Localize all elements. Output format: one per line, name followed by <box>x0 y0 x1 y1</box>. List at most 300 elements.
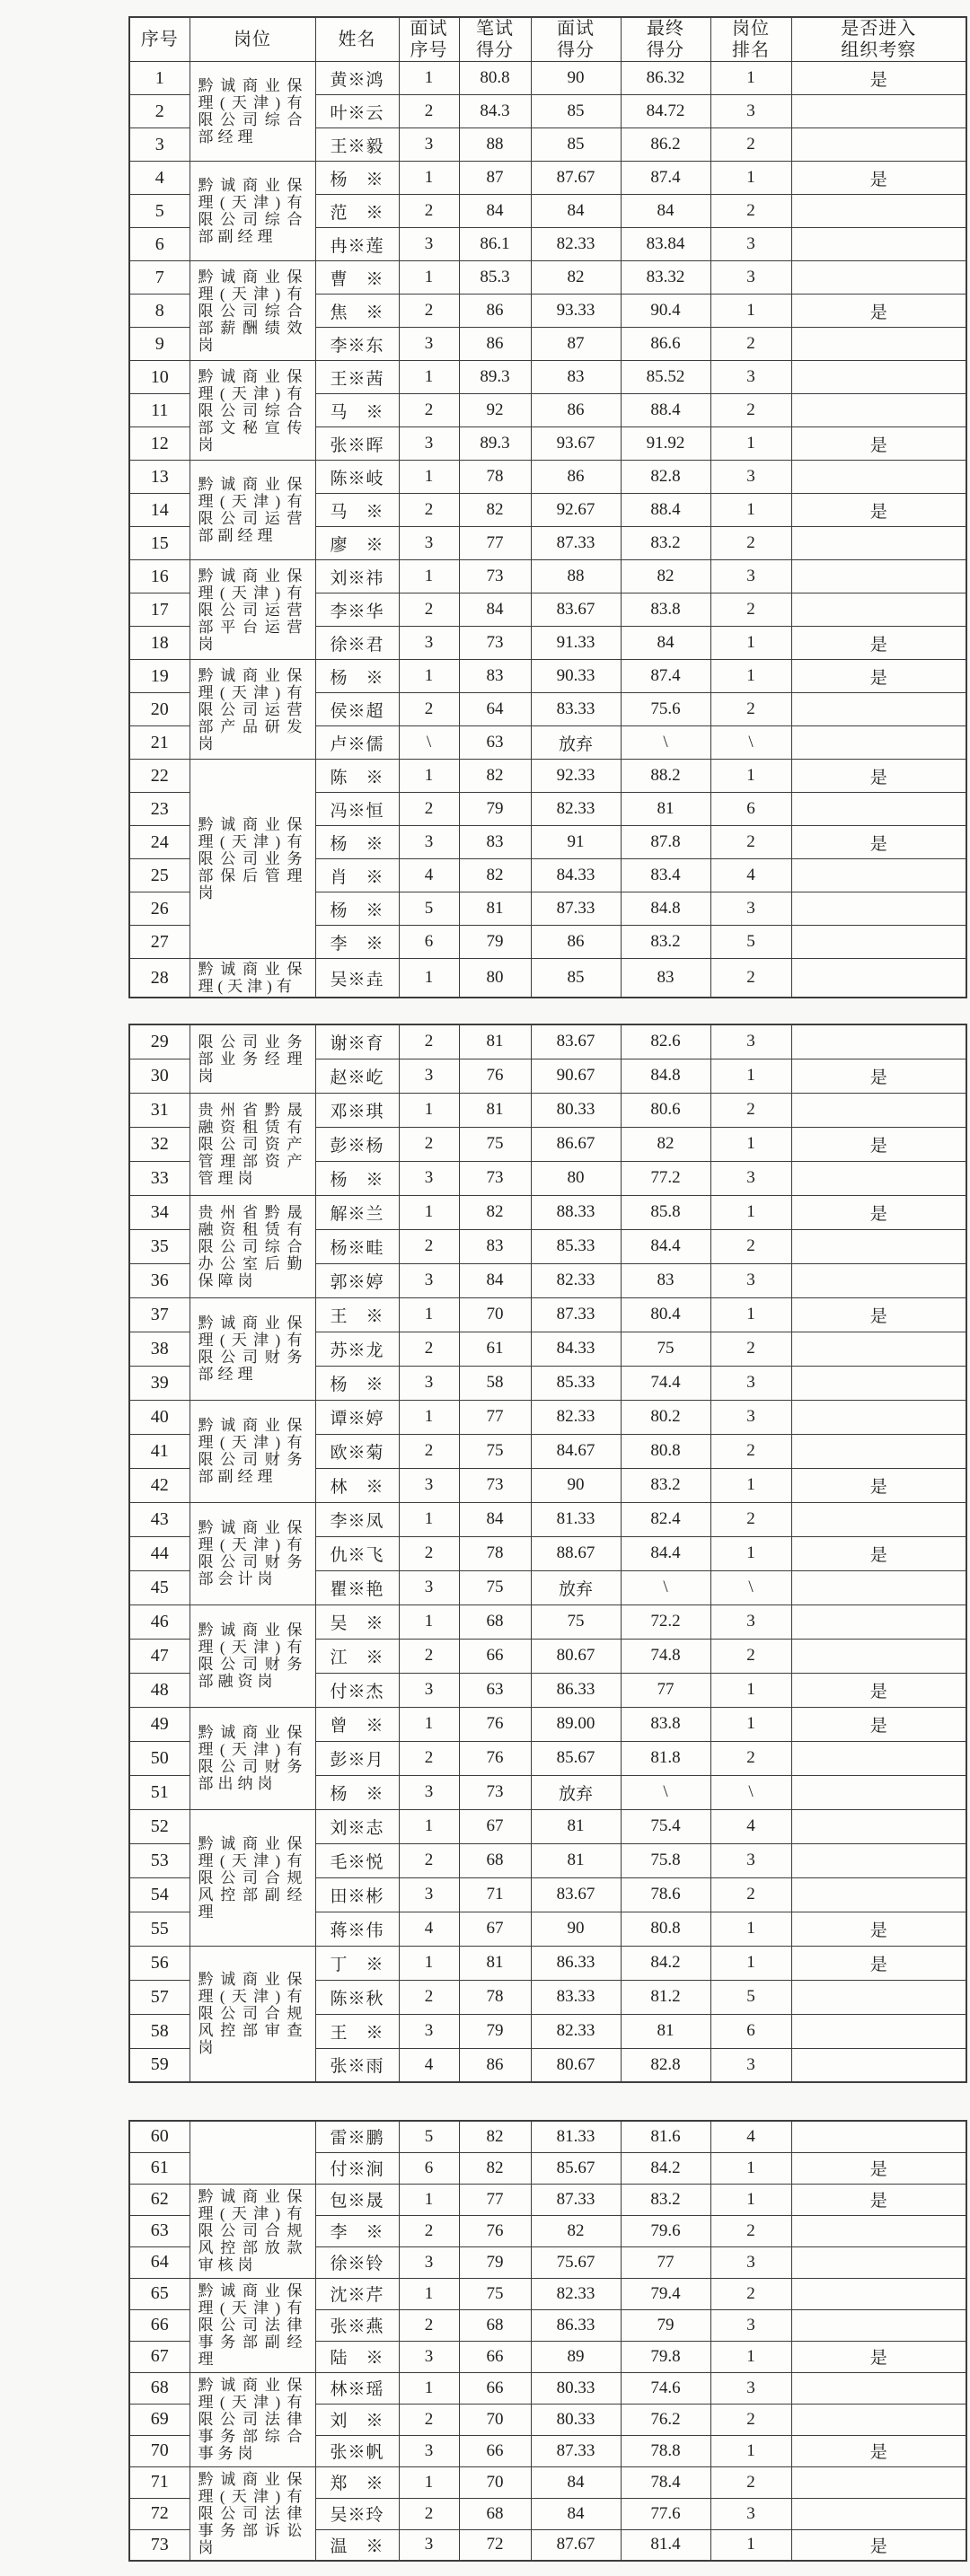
interview-seq-cell: 2 <box>399 494 459 527</box>
serial-number-cell: 13 <box>129 461 190 494</box>
rank-cell: 2 <box>710 527 791 560</box>
interview-score-cell: 90 <box>531 1912 621 1946</box>
inspection-cell <box>791 228 966 261</box>
rank-cell: 4 <box>710 2121 791 2152</box>
interview-seq-cell: 2 <box>399 1434 459 1468</box>
serial-number-cell: 66 <box>129 2309 190 2341</box>
written-score-cell: 87 <box>459 162 531 195</box>
name-cell: 蒋※伟 <box>315 1912 399 1946</box>
serial-number-cell: 26 <box>129 892 190 926</box>
serial-number-cell: 41 <box>129 1434 190 1468</box>
name-cell: 彭※月 <box>315 1741 399 1775</box>
interview-seq-cell: 1 <box>399 2372 459 2404</box>
interview-score-cell: 91 <box>531 826 621 859</box>
interview-score-cell: 89.00 <box>531 1707 621 1741</box>
name-cell: 曾 ※ <box>315 1707 399 1741</box>
written-score-cell: 66 <box>459 1639 531 1673</box>
position-cell: 黔诚商业保理(天津)有限公司财务部副经理 <box>190 1400 315 1502</box>
final-score-cell: 91.92 <box>621 427 710 461</box>
interview-seq-cell: 2 <box>399 593 459 627</box>
final-score-cell: 74.8 <box>621 1639 710 1673</box>
position-cell: 黔诚商业保理(天津)有限公司财务部出纳岗 <box>190 1707 315 1809</box>
written-score-cell: 84 <box>459 1263 531 1297</box>
inspection-cell: 是 <box>791 1059 966 1093</box>
serial-number-cell: 14 <box>129 494 190 527</box>
interview-seq-cell: 2 <box>399 95 459 128</box>
name-cell: 杨 ※ <box>315 1366 399 1400</box>
serial-number-cell: 51 <box>129 1775 190 1809</box>
table-row <box>129 2121 966 2152</box>
serial-number-cell: 62 <box>129 2184 190 2215</box>
written-score-cell: 68 <box>459 2498 531 2529</box>
name-cell: 吴※玲 <box>315 2498 399 2529</box>
inspection-cell <box>791 693 966 726</box>
inspection-cell: 是 <box>791 1946 966 1980</box>
interview-score-cell: 80.67 <box>531 2048 621 2082</box>
interview-score-cell: 83.67 <box>531 593 621 627</box>
serial-number-cell: 17 <box>129 593 190 627</box>
final-score-cell: 75.6 <box>621 693 710 726</box>
serial-number-cell: 69 <box>129 2404 190 2435</box>
interview-seq-cell: 3 <box>399 1673 459 1707</box>
interview-seq-cell: 4 <box>399 1912 459 1946</box>
interview-score-cell: 91.33 <box>531 627 621 660</box>
serial-number-cell: 12 <box>129 427 190 461</box>
interview-seq-cell: 1 <box>399 959 459 998</box>
rank-cell: 1 <box>710 295 791 328</box>
interview-score-cell: 81.33 <box>531 1502 621 1536</box>
interview-score-cell: 82.33 <box>531 2278 621 2309</box>
interview-seq-cell: 1 <box>399 2278 459 2309</box>
serial-number-cell: 40 <box>129 1400 190 1434</box>
interview-seq-cell: 1 <box>399 1297 459 1332</box>
rank-cell: 3 <box>710 228 791 261</box>
final-score-cell: 81.6 <box>621 2121 710 2152</box>
interview-score-cell: 87.33 <box>531 1297 621 1332</box>
inspection-cell <box>791 1843 966 1877</box>
written-score-cell: 73 <box>459 1468 531 1502</box>
serial-number-cell: 57 <box>129 1980 190 2014</box>
interview-score-cell: 84 <box>531 2498 621 2529</box>
interview-score-cell: 86.33 <box>531 2309 621 2341</box>
name-cell: 杨 ※ <box>315 162 399 195</box>
final-score-cell: 84.2 <box>621 2152 710 2184</box>
name-cell: 彭※杨 <box>315 1127 399 1161</box>
column-header: 面试 序号 <box>399 17 459 62</box>
inspection-cell: 是 <box>791 1912 966 1946</box>
header-row <box>129 17 966 62</box>
final-score-cell: 85.52 <box>621 361 710 394</box>
inspection-cell <box>791 2121 966 2152</box>
serial-number-cell: 61 <box>129 2152 190 2184</box>
interview-score-cell: 80.33 <box>531 1093 621 1127</box>
interview-score-cell: 84 <box>531 195 621 228</box>
final-score-cell: 79 <box>621 2309 710 2341</box>
serial-number-cell: 2 <box>129 95 190 128</box>
interview-seq-cell: 2 <box>399 394 459 427</box>
inspection-cell <box>791 1229 966 1263</box>
rank-cell: 3 <box>710 461 791 494</box>
written-score-cell: 89.3 <box>459 427 531 461</box>
interview-seq-cell: 3 <box>399 2435 459 2466</box>
rank-cell: 1 <box>710 2184 791 2215</box>
final-score-cell: 82.6 <box>621 1024 710 1059</box>
table-row <box>129 1605 966 1639</box>
written-score-cell: 86.1 <box>459 228 531 261</box>
name-cell: 林※瑶 <box>315 2372 399 2404</box>
interview-seq-cell: 1 <box>399 62 459 95</box>
position-cell: 贵州省黔晟融资租赁有限公司资产管理部资产管理岗 <box>190 1093 315 1195</box>
rank-cell: 3 <box>710 361 791 394</box>
serial-number-cell: 53 <box>129 1843 190 1877</box>
interview-seq-cell: 2 <box>399 1127 459 1161</box>
inspection-cell <box>791 2048 966 2082</box>
name-cell: 肖 ※ <box>315 859 399 892</box>
interview-score-cell: 82.33 <box>531 228 621 261</box>
inspection-cell <box>791 2246 966 2278</box>
name-cell: 冉※莲 <box>315 228 399 261</box>
serial-number-cell: 54 <box>129 1877 190 1912</box>
serial-number-cell: 45 <box>129 1570 190 1605</box>
serial-number-cell: 18 <box>129 627 190 660</box>
interview-seq-cell: 2 <box>399 793 459 826</box>
serial-number-cell: 1 <box>129 62 190 95</box>
final-score-cell: 88.4 <box>621 494 710 527</box>
final-score-cell: \ <box>621 1775 710 1809</box>
name-cell: 李※华 <box>315 593 399 627</box>
interview-seq-cell: 1 <box>399 1946 459 1980</box>
name-cell: 徐※铃 <box>315 2246 399 2278</box>
name-cell: 付※涧 <box>315 2152 399 2184</box>
serial-number-cell: 71 <box>129 2466 190 2498</box>
name-cell: 包※晟 <box>315 2184 399 2215</box>
rank-cell: 2 <box>710 128 791 162</box>
inspection-cell: 是 <box>791 627 966 660</box>
column-header: 岗位 排名 <box>710 17 791 62</box>
interview-seq-cell: 3 <box>399 1775 459 1809</box>
inspection-cell <box>791 461 966 494</box>
position-cell: 贵州省黔晟融资租赁有限公司综合办公室后勤保障岗 <box>190 1195 315 1297</box>
inspection-cell: 是 <box>791 2529 966 2561</box>
interview-score-cell: 83.67 <box>531 1024 621 1059</box>
table-row <box>129 1707 966 1741</box>
written-score-cell: 77 <box>459 1400 531 1434</box>
final-score-cell: 88.4 <box>621 394 710 427</box>
serial-number-cell: 21 <box>129 726 190 760</box>
serial-number-cell: 65 <box>129 2278 190 2309</box>
interview-seq-cell: 2 <box>399 295 459 328</box>
interview-seq-cell: 1 <box>399 1195 459 1229</box>
final-score-cell: 80.2 <box>621 1400 710 1434</box>
interview-score-cell: 85.33 <box>531 1229 621 1263</box>
written-score-cell: 75 <box>459 1570 531 1605</box>
final-score-cell: 83.2 <box>621 2184 710 2215</box>
serial-number-cell: 29 <box>129 1024 190 1059</box>
rank-cell: 1 <box>710 427 791 461</box>
final-score-cell: 81.8 <box>621 1741 710 1775</box>
inspection-cell: 是 <box>791 62 966 95</box>
interview-seq-cell: 4 <box>399 2048 459 2082</box>
rank-cell: 2 <box>710 1332 791 1366</box>
interview-score-cell: 83.67 <box>531 1877 621 1912</box>
position-cell: 黔诚商业保理(天津)有限公司运营部平台运营岗 <box>190 560 315 660</box>
final-score-cell: 83.2 <box>621 527 710 560</box>
name-cell: 苏※龙 <box>315 1332 399 1366</box>
final-score-cell: 84.4 <box>621 1536 710 1570</box>
rank-cell: 1 <box>710 1127 791 1161</box>
results-table-block-2 <box>128 1024 967 2083</box>
position-cell: 黔诚商业保理(天津)有限公司法律事务部诉讼岗 <box>190 2466 315 2561</box>
name-cell: 马 ※ <box>315 394 399 427</box>
rank-cell: 2 <box>710 2404 791 2435</box>
written-score-cell: 80.8 <box>459 62 531 95</box>
inspection-cell <box>791 2014 966 2048</box>
final-score-cell: 82 <box>621 560 710 593</box>
final-score-cell: 84.4 <box>621 1229 710 1263</box>
position-cell <box>190 2121 315 2184</box>
name-cell: 杨 ※ <box>315 1161 399 1195</box>
rank-cell: 3 <box>710 95 791 128</box>
name-cell: 焦 ※ <box>315 295 399 328</box>
inspection-cell <box>791 261 966 295</box>
interview-seq-cell: 1 <box>399 760 459 793</box>
final-score-cell: 79.4 <box>621 2278 710 2309</box>
written-score-cell: 61 <box>459 1332 531 1366</box>
inspection-cell: 是 <box>791 295 966 328</box>
final-score-cell: 81 <box>621 793 710 826</box>
written-score-cell: 82 <box>459 1195 531 1229</box>
rank-cell: 1 <box>710 2435 791 2466</box>
interview-score-cell: 87.33 <box>531 527 621 560</box>
table-row <box>129 162 966 195</box>
interview-score-cell: 放弃 <box>531 1775 621 1809</box>
name-cell: 叶※云 <box>315 95 399 128</box>
name-cell: 谢※育 <box>315 1024 399 1059</box>
serial-number-cell: 7 <box>129 261 190 295</box>
rank-cell: 1 <box>710 1195 791 1229</box>
inspection-cell <box>791 1161 966 1195</box>
final-score-cell: 79.8 <box>621 2341 710 2372</box>
interview-score-cell: 87.33 <box>531 2184 621 2215</box>
name-cell: 曹 ※ <box>315 261 399 295</box>
final-score-cell: 72.2 <box>621 1605 710 1639</box>
written-score-cell: 76 <box>459 1741 531 1775</box>
table-row <box>129 959 966 998</box>
interview-seq-cell: 1 <box>399 2466 459 2498</box>
written-score-cell: 64 <box>459 693 531 726</box>
interview-seq-cell: 1 <box>399 1400 459 1434</box>
inspection-cell <box>791 1434 966 1468</box>
rank-cell: 1 <box>710 1946 791 1980</box>
serial-number-cell: 19 <box>129 660 190 693</box>
inspection-cell <box>791 1570 966 1605</box>
interview-seq-cell: 6 <box>399 2152 459 2184</box>
final-score-cell: 74.4 <box>621 1366 710 1400</box>
name-cell: 王 ※ <box>315 1297 399 1332</box>
name-cell: 陈※秋 <box>315 1980 399 2014</box>
final-score-cell: 78.8 <box>621 2435 710 2466</box>
position-cell: 黔诚商业保理(天津)有限公司合规风控部副经理 <box>190 1809 315 1946</box>
interview-score-cell: 84.33 <box>531 1332 621 1366</box>
table-row <box>129 1195 966 1229</box>
inspection-cell: 是 <box>791 826 966 859</box>
final-score-cell: 83.8 <box>621 1707 710 1741</box>
position-cell: 黔诚商业保理(天津)有限公司综合部经理 <box>190 62 315 162</box>
interview-score-cell: 放弃 <box>531 726 621 760</box>
interview-score-cell: 85 <box>531 95 621 128</box>
written-score-cell: 75 <box>459 1127 531 1161</box>
name-cell: 瞿※艳 <box>315 1570 399 1605</box>
final-score-cell: 80.8 <box>621 1912 710 1946</box>
interview-seq-cell: 2 <box>399 2215 459 2246</box>
inspection-cell <box>791 2498 966 2529</box>
rank-cell: 3 <box>710 2372 791 2404</box>
interview-seq-cell: 2 <box>399 195 459 228</box>
written-score-cell: 77 <box>459 527 531 560</box>
position-cell: 黔诚商业保理(天津)有限公司业务部保后管理岗 <box>190 760 315 959</box>
name-cell: 杨※畦 <box>315 1229 399 1263</box>
serial-number-cell: 31 <box>129 1093 190 1127</box>
serial-number-cell: 68 <box>129 2372 190 2404</box>
serial-number-cell: 67 <box>129 2341 190 2372</box>
serial-number-cell: 73 <box>129 2529 190 2561</box>
position-cell: 黔诚商业保理(天津)有限公司财务部经理 <box>190 1297 315 1400</box>
written-score-cell: 81 <box>459 892 531 926</box>
rank-cell: 1 <box>710 1059 791 1093</box>
inspection-cell: 是 <box>791 2341 966 2372</box>
inspection-cell <box>791 959 966 998</box>
final-score-cell: 81.4 <box>621 2529 710 2561</box>
interview-score-cell: 87.33 <box>531 892 621 926</box>
final-score-cell: 80.6 <box>621 1093 710 1127</box>
name-cell: 王 ※ <box>315 2014 399 2048</box>
inspection-cell: 是 <box>791 162 966 195</box>
serial-number-cell: 34 <box>129 1195 190 1229</box>
final-score-cell: 84.8 <box>621 1059 710 1093</box>
final-score-cell: 86.2 <box>621 128 710 162</box>
interview-seq-cell: 2 <box>399 1741 459 1775</box>
rank-cell: 6 <box>710 2014 791 2048</box>
table-row <box>129 1093 966 1127</box>
inspection-cell <box>791 2372 966 2404</box>
serial-number-cell: 30 <box>129 1059 190 1093</box>
interview-seq-cell: 2 <box>399 1843 459 1877</box>
serial-number-cell: 58 <box>129 2014 190 2048</box>
rank-cell: 3 <box>710 2309 791 2341</box>
written-score-cell: 86 <box>459 2048 531 2082</box>
written-score-cell: 84 <box>459 1502 531 1536</box>
name-cell: 欧※菊 <box>315 1434 399 1468</box>
written-score-cell: 86 <box>459 295 531 328</box>
name-cell: 郑 ※ <box>315 2466 399 2498</box>
name-cell: 侯※超 <box>315 693 399 726</box>
inspection-cell <box>791 892 966 926</box>
final-score-cell: 83.2 <box>621 1468 710 1502</box>
interview-seq-cell: 1 <box>399 1605 459 1639</box>
serial-number-cell: 33 <box>129 1161 190 1195</box>
rank-cell: 5 <box>710 1980 791 2014</box>
interview-score-cell: 85.67 <box>531 2152 621 2184</box>
written-score-cell: 70 <box>459 1297 531 1332</box>
inspection-cell <box>791 1502 966 1536</box>
interview-score-cell: 80.33 <box>531 2404 621 2435</box>
interview-seq-cell: 1 <box>399 261 459 295</box>
inspection-cell: 是 <box>791 427 966 461</box>
inspection-cell: 是 <box>791 1195 966 1229</box>
interview-seq-cell: 2 <box>399 1639 459 1673</box>
written-score-cell: 73 <box>459 560 531 593</box>
table-row <box>129 1024 966 1059</box>
serial-number-cell: 60 <box>129 2121 190 2152</box>
inspection-cell <box>791 1400 966 1434</box>
name-cell: 范 ※ <box>315 195 399 228</box>
name-cell: 刘 ※ <box>315 2404 399 2435</box>
name-cell: 温 ※ <box>315 2529 399 2561</box>
interview-score-cell: 90.67 <box>531 1059 621 1093</box>
rank-cell: 3 <box>710 1024 791 1059</box>
table-row <box>129 1502 966 1536</box>
written-score-cell: 71 <box>459 1877 531 1912</box>
table-row <box>129 2278 966 2309</box>
name-cell: 林 ※ <box>315 1468 399 1502</box>
name-cell: 张※帆 <box>315 2435 399 2466</box>
rank-cell: 2 <box>710 1502 791 1536</box>
inspection-cell: 是 <box>791 2152 966 2184</box>
interview-seq-cell: 3 <box>399 627 459 660</box>
written-score-cell: 70 <box>459 2404 531 2435</box>
final-score-cell: 83.2 <box>621 926 710 959</box>
written-score-cell: 92 <box>459 394 531 427</box>
table-row <box>129 261 966 295</box>
serial-number-cell: 36 <box>129 1263 190 1297</box>
name-cell: 毛※悦 <box>315 1843 399 1877</box>
interview-score-cell: 86 <box>531 394 621 427</box>
final-score-cell: 77 <box>621 2246 710 2278</box>
interview-score-cell: 86.33 <box>531 1673 621 1707</box>
interview-score-cell: 82.33 <box>531 793 621 826</box>
name-cell: 张※燕 <box>315 2309 399 2341</box>
serial-number-cell: 56 <box>129 1946 190 1980</box>
rank-cell: 5 <box>710 926 791 959</box>
inspection-cell <box>791 2466 966 2498</box>
serial-number-cell: 49 <box>129 1707 190 1741</box>
interview-seq-cell: 1 <box>399 1707 459 1741</box>
rank-cell: 2 <box>710 593 791 627</box>
written-score-cell: 76 <box>459 2215 531 2246</box>
interview-score-cell: 90 <box>531 62 621 95</box>
interview-score-cell: 80 <box>531 1161 621 1195</box>
interview-seq-cell: 5 <box>399 892 459 926</box>
name-cell: 刘※祎 <box>315 560 399 593</box>
rank-cell: 3 <box>710 2498 791 2529</box>
rank-cell: 1 <box>710 1536 791 1570</box>
name-cell: 杨 ※ <box>315 1775 399 1809</box>
interview-seq-cell: 3 <box>399 328 459 361</box>
interview-score-cell: 85.33 <box>531 1366 621 1400</box>
rank-cell: 1 <box>710 1707 791 1741</box>
serial-number-cell: 50 <box>129 1741 190 1775</box>
name-cell: 仇※飞 <box>315 1536 399 1570</box>
interview-seq-cell: 2 <box>399 1536 459 1570</box>
interview-score-cell: 85 <box>531 128 621 162</box>
inspection-cell <box>791 1024 966 1059</box>
interview-seq-cell: 1 <box>399 162 459 195</box>
column-header: 是否进入 组织考察 <box>791 17 966 62</box>
final-score-cell: \ <box>621 1570 710 1605</box>
inspection-cell: 是 <box>791 2435 966 2466</box>
rank-cell: 1 <box>710 2152 791 2184</box>
written-score-cell: 67 <box>459 1809 531 1843</box>
